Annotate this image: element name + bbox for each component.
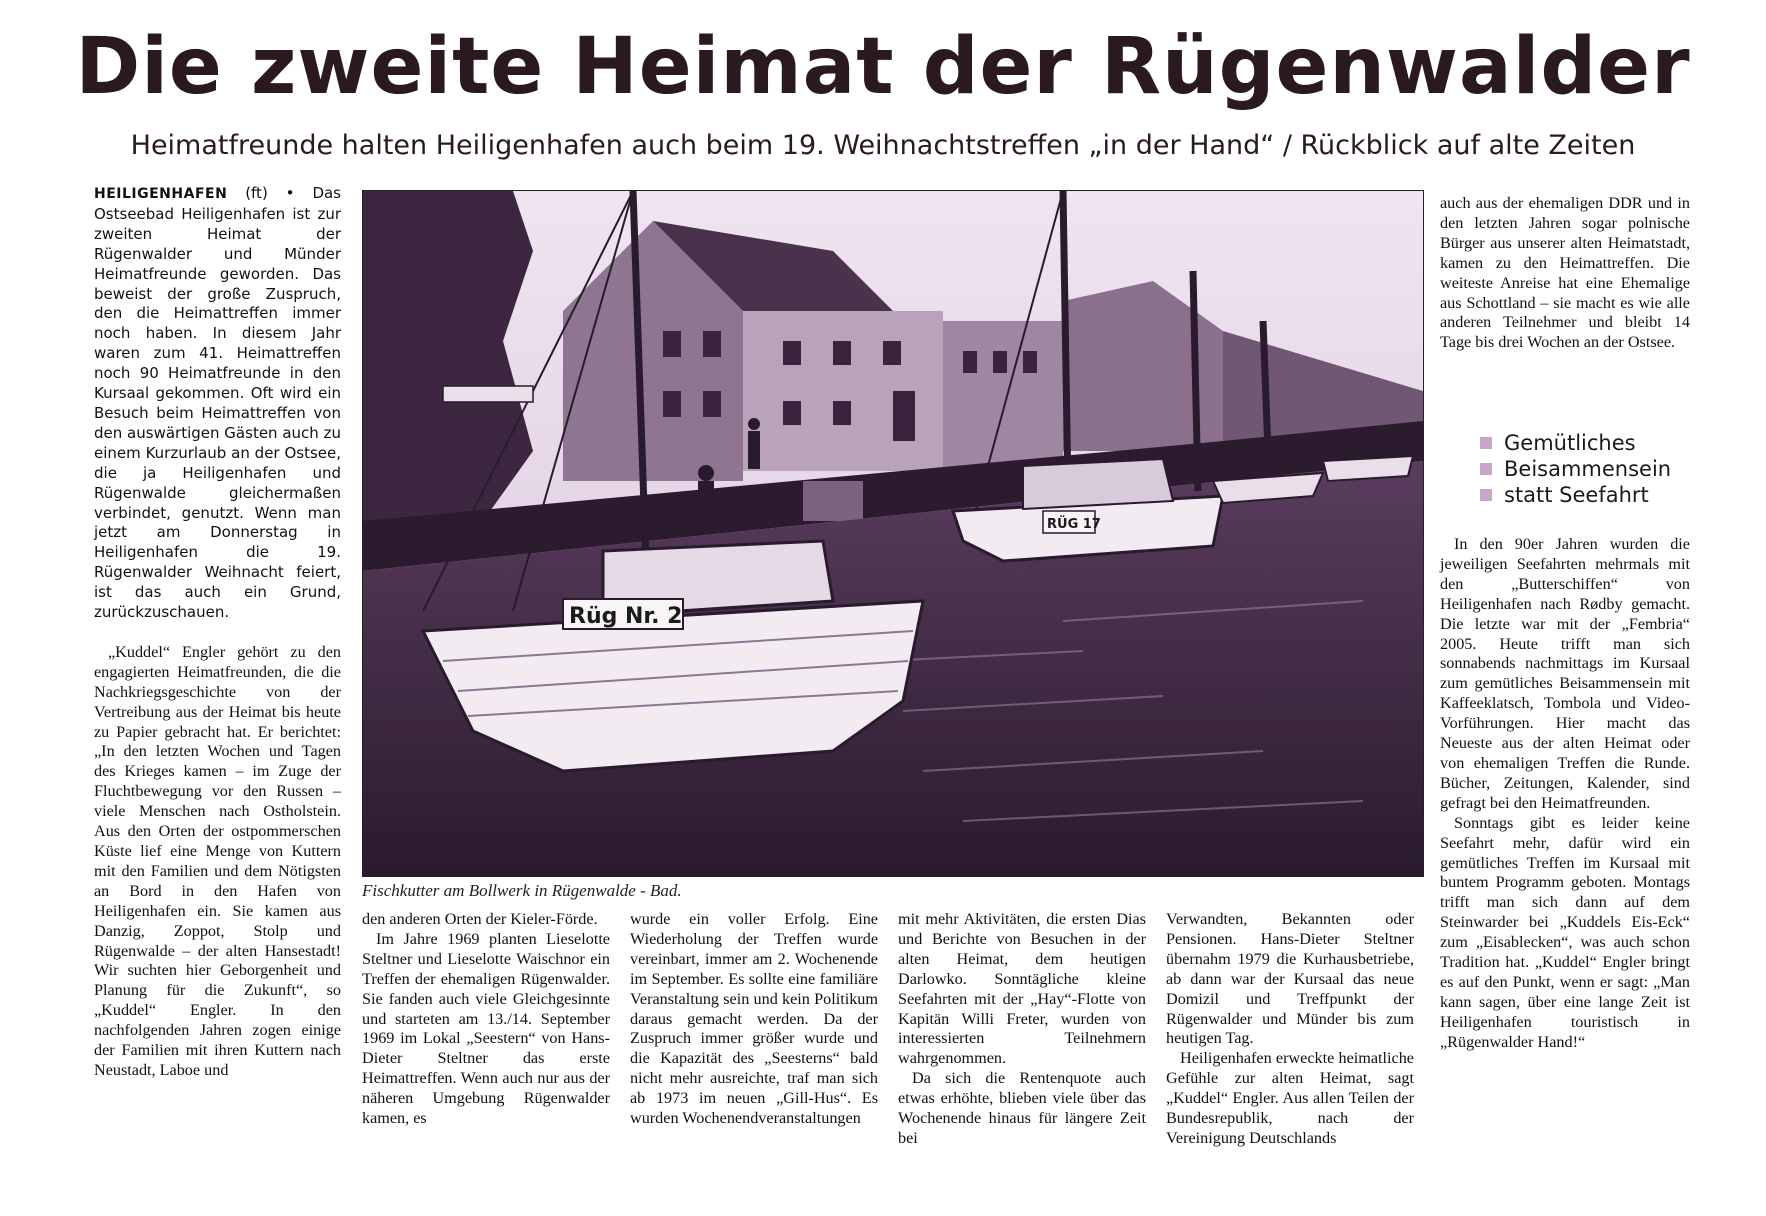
col6-paragraph-2: In den 90er Jahren wurden die jeweiligen Seefahrten mehrmals mit den „Butterschiffen“ von Heiligenhafen nach Rødby gemacht. Die letzte war mit der „Fembria“ 2005. Heute trifft man sich sonnabends nachmittags im Kursaal zum gemütliches Beisammensein mit Kaffeeklatsch, Tombola und Video-Vorführungen. Hier macht das Neueste aus der alten Heimat oder von ehemaligen Treffen die Runde. Bücher, Zeitungen, Kalender, sind gefragt bei den Heimatfreunden. (1440, 535, 1690, 812)
kicker-text: Gemütliches (1504, 431, 1636, 455)
kicker-line-3 (1480, 482, 1671, 508)
col5-paragraph-1: Verwandten, Bekannten oder Pensionen. Hans-Dieter Steltner übernahm 1979 die Kurhausbetriebe, ab dann war der Kursaal das neue Domizil und Treffpunkt der Rügenwalder und Münder bis zum heutigen Tag. (1166, 910, 1414, 1048)
col2-paragraph-2: Im Jahre 1969 planten Lieselotte Steltner und Lieselotte Waischnor ein Treffen der ehemaligen Rügenwalder. Sie fanden auch viele Gleichgesinnte und starteten am 13./14. September 1969 im Lokal „Seestern“ von Hans-Dieter Steltner das erste Heimattreffen. Wenn auch nur aus der näheren Umgebung Rügenwalder kamen, es (362, 929, 610, 1128)
kicker-text: Beisammensein (1504, 457, 1672, 481)
column-2 (362, 910, 610, 1129)
col1-paragraph-2: „Kuddel“ Engler gehört zu den engagierten Heimatfreunden, die die Nachkriegsgeschichte von der Vertreibung aus der Heimat bis heute zu Papier gebracht hat. Er berichtet: „In den letzten Wochen und Tagen des Krieges kamen – im Zuge der Fluchtbewegung vor den Russen – viele Menschen nach Ostholstein. Aus den Orten der ostpommerschen Küste lief eine Menge von Kuttern mit den Familien und dem Nötigsten an Bord in den Hafen von Heiligenhafen ein. Sie kamen aus Danzig, Zoppot, Stolp und Rügenwalde – der alten Hansestadt! Wir suchten hier Geborgenheit und Planung für die Zukunft“, so „Kuddel“ Engler. In den nachfolgenden Jahren zogen einige der Familien mit ihren Kuttern nach Neustadt, Laboe und (94, 642, 341, 1079)
col2-paragraph-1: den anderen Orten der Kieler-Förde. (362, 910, 598, 928)
dateline: HEILIGENHAFEN (94, 186, 228, 202)
column-6-continued (1440, 535, 1690, 1053)
kicker-text: statt Seefahrt (1504, 483, 1649, 507)
column-1 (94, 184, 341, 1081)
photo-caption: Fischkutter am Bollwerk in Rügenwalde - Bad. (362, 881, 682, 900)
col1-paragraph-1: Das Ostseebad Heiligenhafen ist zur zweiten Heimat der Rügenwalder und Münder Heimatfreunde geworden. Das beweist der große Zuspruch, den die Heimattreffen immer noch haben. In diesem Jahr waren zum 41. Heimattreffen noch 90 Heimatfreunde in den Kursaal gekommen. Oft wird ein Besuch beim Heimattreffen von den auswärtigen Gästen auch zu einem Kurzurlaub an der Ostsee, die ja Heiligenhafen und Rügenwalde gleichermaßen verbindet, genutzt. Wenn man jetzt am Donnerstag in Heiligenhafen die 19. Rügenwalder Weihnacht feiert, ist das auch ein Grund, zurückzuschauen. (94, 184, 341, 622)
subheadline: Heimatfreunde halten Heiligenhafen auch beim 19. Weihnachtstreffen „in der Hand“ / Rückblick auf alte Zeiten (130, 130, 1636, 161)
kicker-line-2 (1480, 456, 1671, 482)
column-3 (630, 910, 878, 1129)
col6-paragraph-1: auch aus der ehemaligen DDR und in den letzten Jahren sogar polnische Bürger aus unserer alten Heimatstadt, kamen zu den Heimattreffen. Die weiteste Anreise hat eine Ehemalige aus Schottland – sie macht es wie alle anderen Teilnehmer und bleibt 14 Tage bis drei Wochen an der Ostsee. (1440, 194, 1690, 352)
column-4 (898, 910, 1146, 1149)
boat-label-1: Rüg Nr. 2 (569, 604, 683, 629)
bullet-square-icon (1480, 437, 1492, 449)
boat-label-2: RÜG 17 (1047, 517, 1101, 532)
bullet-square-icon (1480, 463, 1492, 475)
bullet-square-icon (1480, 489, 1492, 501)
col4-paragraph-1: mit mehr Aktivitäten, die ersten Dias und Berichte von Besuchen in der alten Heimat, dem heutigen Darlowko. Sonntägliche kleine Seefahrten mit der „Hay“-Flotte von Kapitän Willi Freter, wurden von interessierten Teilnehmern wahrgenommen. (898, 910, 1146, 1068)
column-5 (1166, 910, 1414, 1149)
kicker-line-1 (1480, 430, 1671, 456)
headline: Die zweite Heimat der Rügenwalder (75, 22, 1691, 112)
column-6 (1440, 194, 1690, 353)
harbor-photo (362, 190, 1424, 877)
col5-paragraph-2: Heiligenhafen erweckte heimatliche Gefühle zur alten Heimat, sagt „Kuddel“ Engler. Aus allen Teilen der Bundesrepublik, nach der Vereinigung Deutschlands (1166, 1049, 1414, 1147)
col6-paragraph-3: Sonntags gibt es leider keine Seefahrt mehr, dafür wird ein gemütliches Treffen im Kursaal mit buntem Programm geboten. Montags trifft man sich dann auf dem Steinwarder bei „Kuddels Eis-Eck“ zum „Eisablecken“, was auch schon Tradition hat. „Kuddel“ Engler bringt es auf den Punkt, wenn er sagt: „Man kann sagen, über eine lange Zeit ist Heiligenhafen touristisch in „Rügenwalder Hand!“ (1440, 813, 1690, 1051)
byline: (ft) • (227, 184, 313, 202)
col4-paragraph-2: Da sich die Rentenquote auch etwas erhöhte, blieben viele über das Wochenende hinaus für längere Zeit bei (898, 1069, 1146, 1147)
section-kicker (1480, 430, 1671, 508)
col3-paragraph-1: wurde ein voller Erfolg. Eine Wiederholung der Treffen wurde vereinbart, immer am 2. Wochenende im September. Es sollte eine familiäre Veranstaltung sein und kein Politikum daraus gemacht werden. Da der Zuspruch immer größer wurde und die Kapazität des „Seesterns“ bald nicht mehr ausreichte, traf man sich ab 1973 im neuen „Gill-Hus“. Es wurden Wochenendveranstaltungen (630, 910, 878, 1128)
